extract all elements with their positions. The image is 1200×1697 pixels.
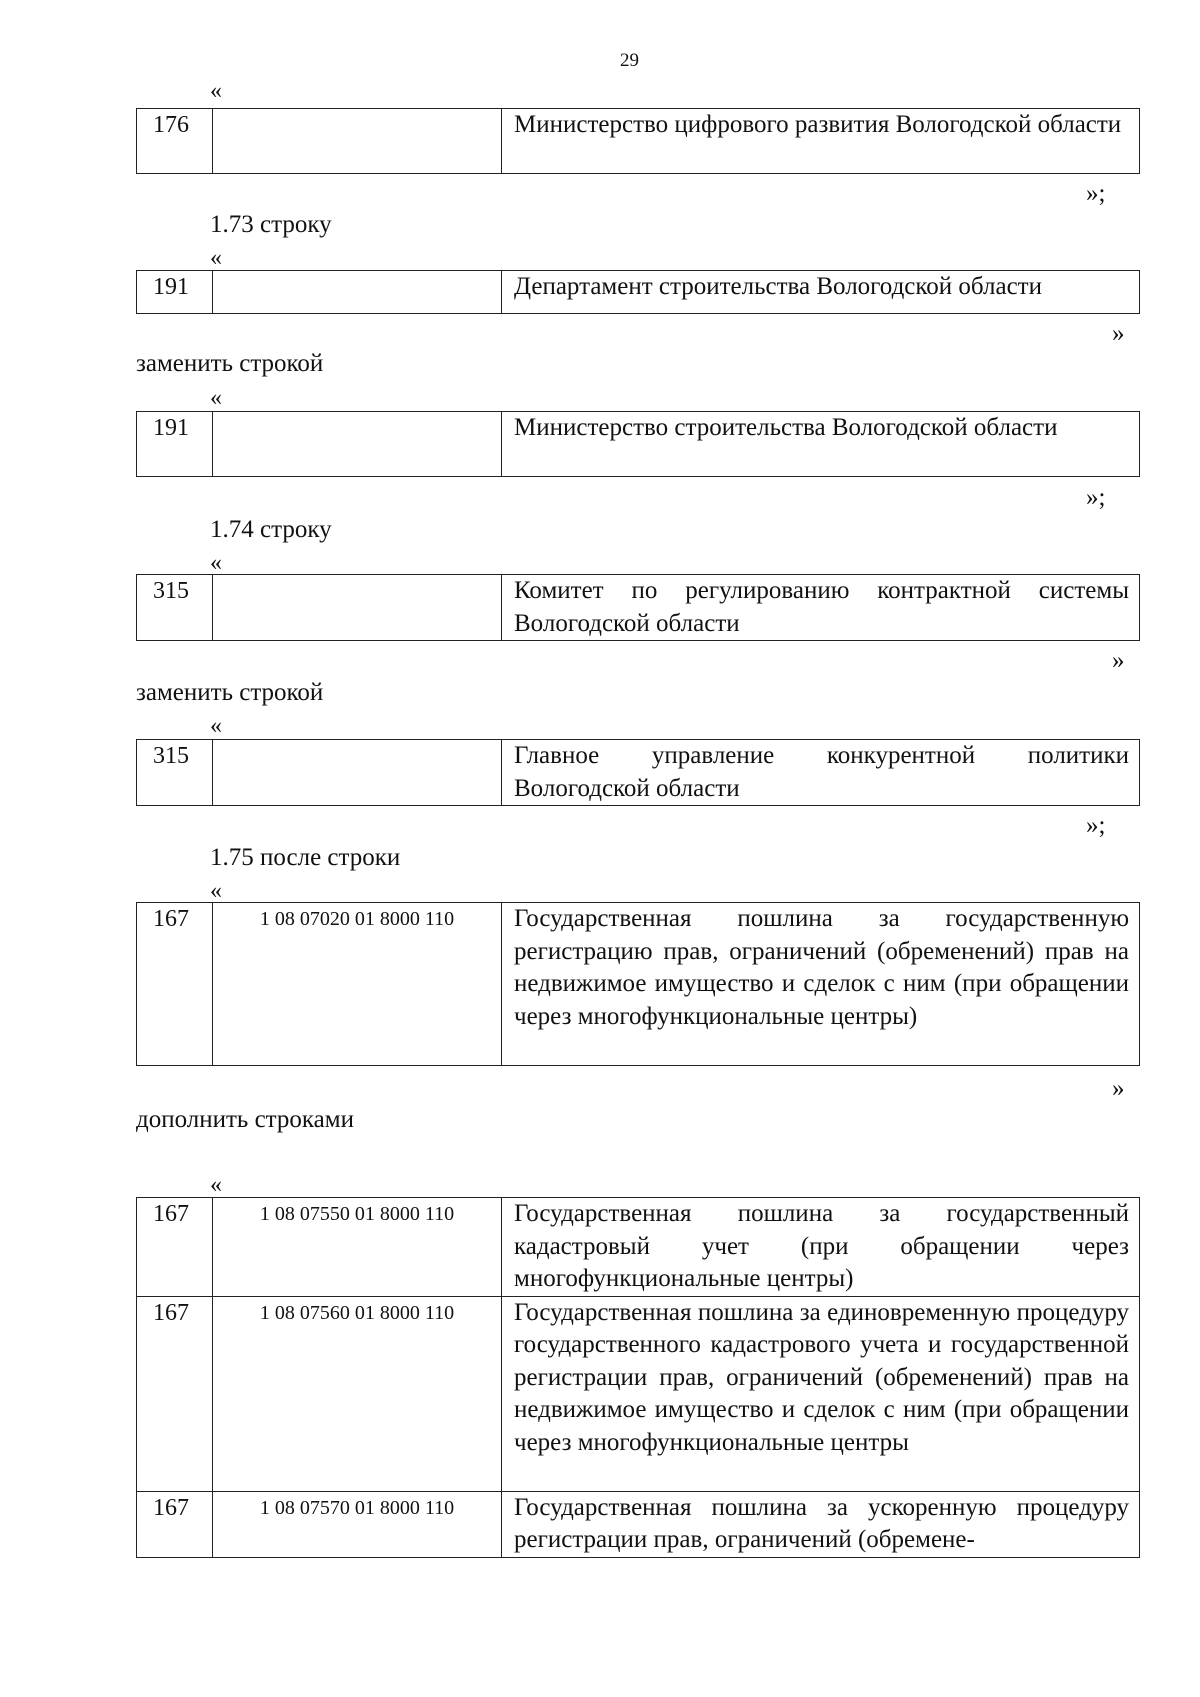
row-name-text: Министерство строительства Вологодской области: [514, 414, 1058, 441]
row-code: 1 08 07020 01 8000 110: [213, 903, 502, 1066]
table-4: [136, 574, 1140, 641]
table-6: [136, 902, 1140, 1066]
row-name: [502, 1198, 1140, 1297]
row-name: [502, 740, 1140, 806]
row-number: 191: [137, 412, 213, 477]
item-174-label: 1.74 строку: [210, 516, 332, 543]
table-row: [137, 903, 1140, 1066]
close-quote: »;: [1086, 180, 1106, 207]
row-code: [213, 575, 502, 641]
row-name: [502, 575, 1140, 641]
table-5: [136, 739, 1140, 806]
replace-label: заменить строкой: [136, 679, 324, 706]
open-quote: «: [210, 878, 222, 904]
close-quote: »;: [1086, 812, 1106, 839]
row-name-text: Министерство цифрового развития Вологодской области: [514, 111, 1122, 138]
table-1: [136, 108, 1140, 174]
row-name-text: Комитет по регулированию контрактной системы Вологодской области: [514, 577, 1129, 637]
add-rows-label: дополнить строками: [136, 1106, 354, 1133]
row-name: [502, 109, 1140, 174]
row-name: [502, 1296, 1140, 1491]
table-3: [136, 411, 1140, 477]
table-row: [137, 1296, 1140, 1491]
row-code: [213, 740, 502, 806]
table-row: [137, 1491, 1140, 1557]
replace-label: заменить строкой: [136, 350, 324, 377]
table-row: [137, 109, 1140, 174]
open-quote: «: [210, 78, 222, 104]
row-number: 315: [137, 575, 213, 641]
row-code: [213, 412, 502, 477]
open-quote: «: [210, 550, 222, 576]
open-quote: «: [210, 245, 222, 271]
row-name-text: Департамент строительства Вологодской области: [514, 273, 1042, 300]
row-number: 167: [137, 1198, 213, 1297]
table-row: [137, 412, 1140, 477]
row-code: 1 08 07550 01 8000 110: [213, 1198, 502, 1297]
row-name-text: Государственная пошлина за ускоренную процедуру регистрации прав, ограничений (обремене-: [514, 1493, 1129, 1553]
close-quote: »: [1112, 647, 1125, 674]
table-row: [137, 575, 1140, 641]
row-name: [502, 412, 1140, 477]
row-name-text: Государственная пошлина за государственную регистрацию прав, ограничений (обременений) прав на недвижимое имущество и сделок с ним (при обращении через многофункциональные центры): [514, 905, 1129, 1030]
table-2: [136, 270, 1140, 314]
open-quote: «: [210, 713, 222, 739]
table-7: [136, 1197, 1140, 1558]
row-number: 176: [137, 109, 213, 174]
row-number: 167: [137, 1296, 213, 1491]
row-code: 1 08 07570 01 8000 110: [213, 1491, 502, 1557]
row-code: 1 08 07560 01 8000 110: [213, 1296, 502, 1491]
close-quote: »: [1112, 320, 1125, 347]
row-name: [502, 1491, 1140, 1557]
page-number: 29: [620, 50, 639, 71]
row-name-text: Главное управление конкурентной политики Вологодской области: [514, 742, 1129, 802]
close-quote: »;: [1086, 484, 1106, 511]
table-row: [137, 1198, 1140, 1297]
row-number: 191: [137, 271, 213, 314]
row-number: 167: [137, 1491, 213, 1557]
row-code: [213, 109, 502, 174]
open-quote: «: [210, 1172, 222, 1198]
open-quote: «: [210, 385, 222, 411]
row-code: [213, 271, 502, 314]
item-173-label: 1.73 строку: [210, 211, 332, 238]
close-quote: »: [1112, 1075, 1125, 1102]
row-name: [502, 903, 1140, 1066]
table-row: [137, 271, 1140, 314]
item-175-label: 1.75 после строки: [210, 844, 401, 871]
row-name: [502, 271, 1140, 314]
row-name-text: Государственная пошлина за государственный кадастровый учет (при обращении через многофункциональные центры): [514, 1200, 1129, 1292]
row-number: 315: [137, 740, 213, 806]
table-row: [137, 740, 1140, 806]
row-number: 167: [137, 903, 213, 1066]
row-name-text: Государственная пошлина за единовременную процедуру государственного кадастрового учета и государственной регистрации прав, ограничений (обременений) прав на недвижимое имущество и сделок с ним (при обращении через многофункциональные центры: [514, 1298, 1129, 1456]
